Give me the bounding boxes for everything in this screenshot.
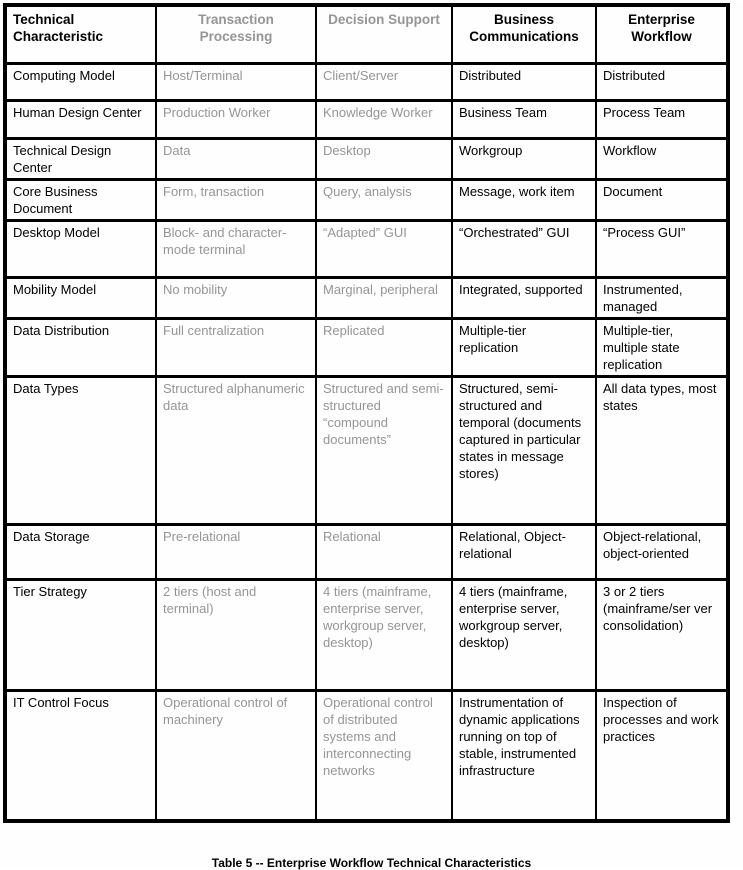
table-cell: Data [156, 138, 316, 179]
table-caption: Table 5 -- Enterprise Workflow Technical Characteristics [211, 856, 532, 870]
column-header-1: Transaction Processing [156, 5, 316, 63]
table-cell: Knowledge Worker [316, 100, 452, 138]
table-cell: Operational control of machinery [156, 690, 316, 821]
table-cell: Distributed [452, 63, 596, 100]
table-cell: Process Team [596, 100, 728, 138]
row-characteristic-cell: Technical Design Center [5, 138, 156, 179]
table-cell: Integrated, supported [452, 277, 596, 318]
table-cell: Desktop [316, 138, 452, 179]
table-cell: Relational [316, 524, 452, 579]
table-cell: 3 or 2 tiers (mainframe/ser ver consolidation) [596, 579, 728, 690]
table-cell: “Orchestrated” GUI [452, 220, 596, 277]
row-characteristic-cell: IT Control Focus [5, 690, 156, 821]
table-cell: Client/Server [316, 63, 452, 100]
row-characteristic-cell: Data Types [5, 376, 156, 524]
table-row [5, 63, 728, 100]
table-cell: Operational control of distributed systems and interconnecting networks [316, 690, 452, 821]
table-cell: Instrumented, managed [596, 277, 728, 318]
table-row [5, 376, 728, 524]
table-cell: Form, transaction [156, 179, 316, 220]
table-cell: Message, work item [452, 179, 596, 220]
table-row [5, 579, 728, 690]
table-cell: Multiple-tier, multiple state replication [596, 318, 728, 376]
column-header-3: Business Communications [452, 5, 596, 63]
row-characteristic-cell: Computing Model [5, 63, 156, 100]
column-header-0: Technical Characteristic [5, 5, 156, 63]
table-cell: All data types, most states [596, 376, 728, 524]
table-cell: 4 tiers (mainframe, enterprise server, workgroup server, desktop) [452, 579, 596, 690]
table-cell: Relational, Object-relational [452, 524, 596, 579]
table-cell: Block- and character-mode terminal [156, 220, 316, 277]
row-characteristic-cell: Core Business Document [5, 179, 156, 220]
table-header-row [5, 5, 728, 63]
table-cell: Structured, semi-structured and temporal (documents captured in particular states in message stores) [452, 376, 596, 524]
table-row [5, 138, 728, 179]
table-cell: Multiple-tier replication [452, 318, 596, 376]
table-row [5, 524, 728, 579]
table-cell: Pre-relational [156, 524, 316, 579]
table-cell: “Adapted” GUI [316, 220, 452, 277]
technical-characteristics-table [3, 3, 730, 823]
table-cell: Replicated [316, 318, 452, 376]
table-row [5, 690, 728, 821]
row-characteristic-cell: Data Distribution [5, 318, 156, 376]
row-characteristic-cell: Human Design Center [5, 100, 156, 138]
table-row [5, 277, 728, 318]
table-cell: 2 tiers (host and terminal) [156, 579, 316, 690]
column-header-4: Enterprise Workflow [596, 5, 728, 63]
table-cell: Production Worker [156, 100, 316, 138]
table-cell: Structured and semi-structured “compound documents” [316, 376, 452, 524]
table-row [5, 220, 728, 277]
table-cell: Query, analysis [316, 179, 452, 220]
row-characteristic-cell: Tier Strategy [5, 579, 156, 690]
table-cell: Distributed [596, 63, 728, 100]
table-row [5, 100, 728, 138]
row-characteristic-cell: Mobility Model [5, 277, 156, 318]
table-cell: 4 tiers (mainframe, enterprise server, workgroup server, desktop) [316, 579, 452, 690]
table-cell: Host/Terminal [156, 63, 316, 100]
table-cell: Object-relational, object-oriented [596, 524, 728, 579]
column-header-2: Decision Support [316, 5, 452, 63]
row-characteristic-cell: Data Storage [5, 524, 156, 579]
table-row [5, 179, 728, 220]
table-cell: Document [596, 179, 728, 220]
table-cell: “Process GUI” [596, 220, 728, 277]
table-cell: Structured alphanumeric data [156, 376, 316, 524]
table-cell: Full centralization [156, 318, 316, 376]
document-page [0, 3, 743, 868]
table-cell: Instrumentation of dynamic applications running on top of stable, instrumented infrastructure [452, 690, 596, 821]
table-cell: Workgroup [452, 138, 596, 179]
table-cell: Business Team [452, 100, 596, 138]
table-cell: Inspection of processes and work practices [596, 690, 728, 821]
table-cell: No mobility [156, 277, 316, 318]
table-cell: Workflow [596, 138, 728, 179]
table-row [5, 318, 728, 376]
row-characteristic-cell: Desktop Model [5, 220, 156, 277]
table-cell: Marginal, peripheral [316, 277, 452, 318]
